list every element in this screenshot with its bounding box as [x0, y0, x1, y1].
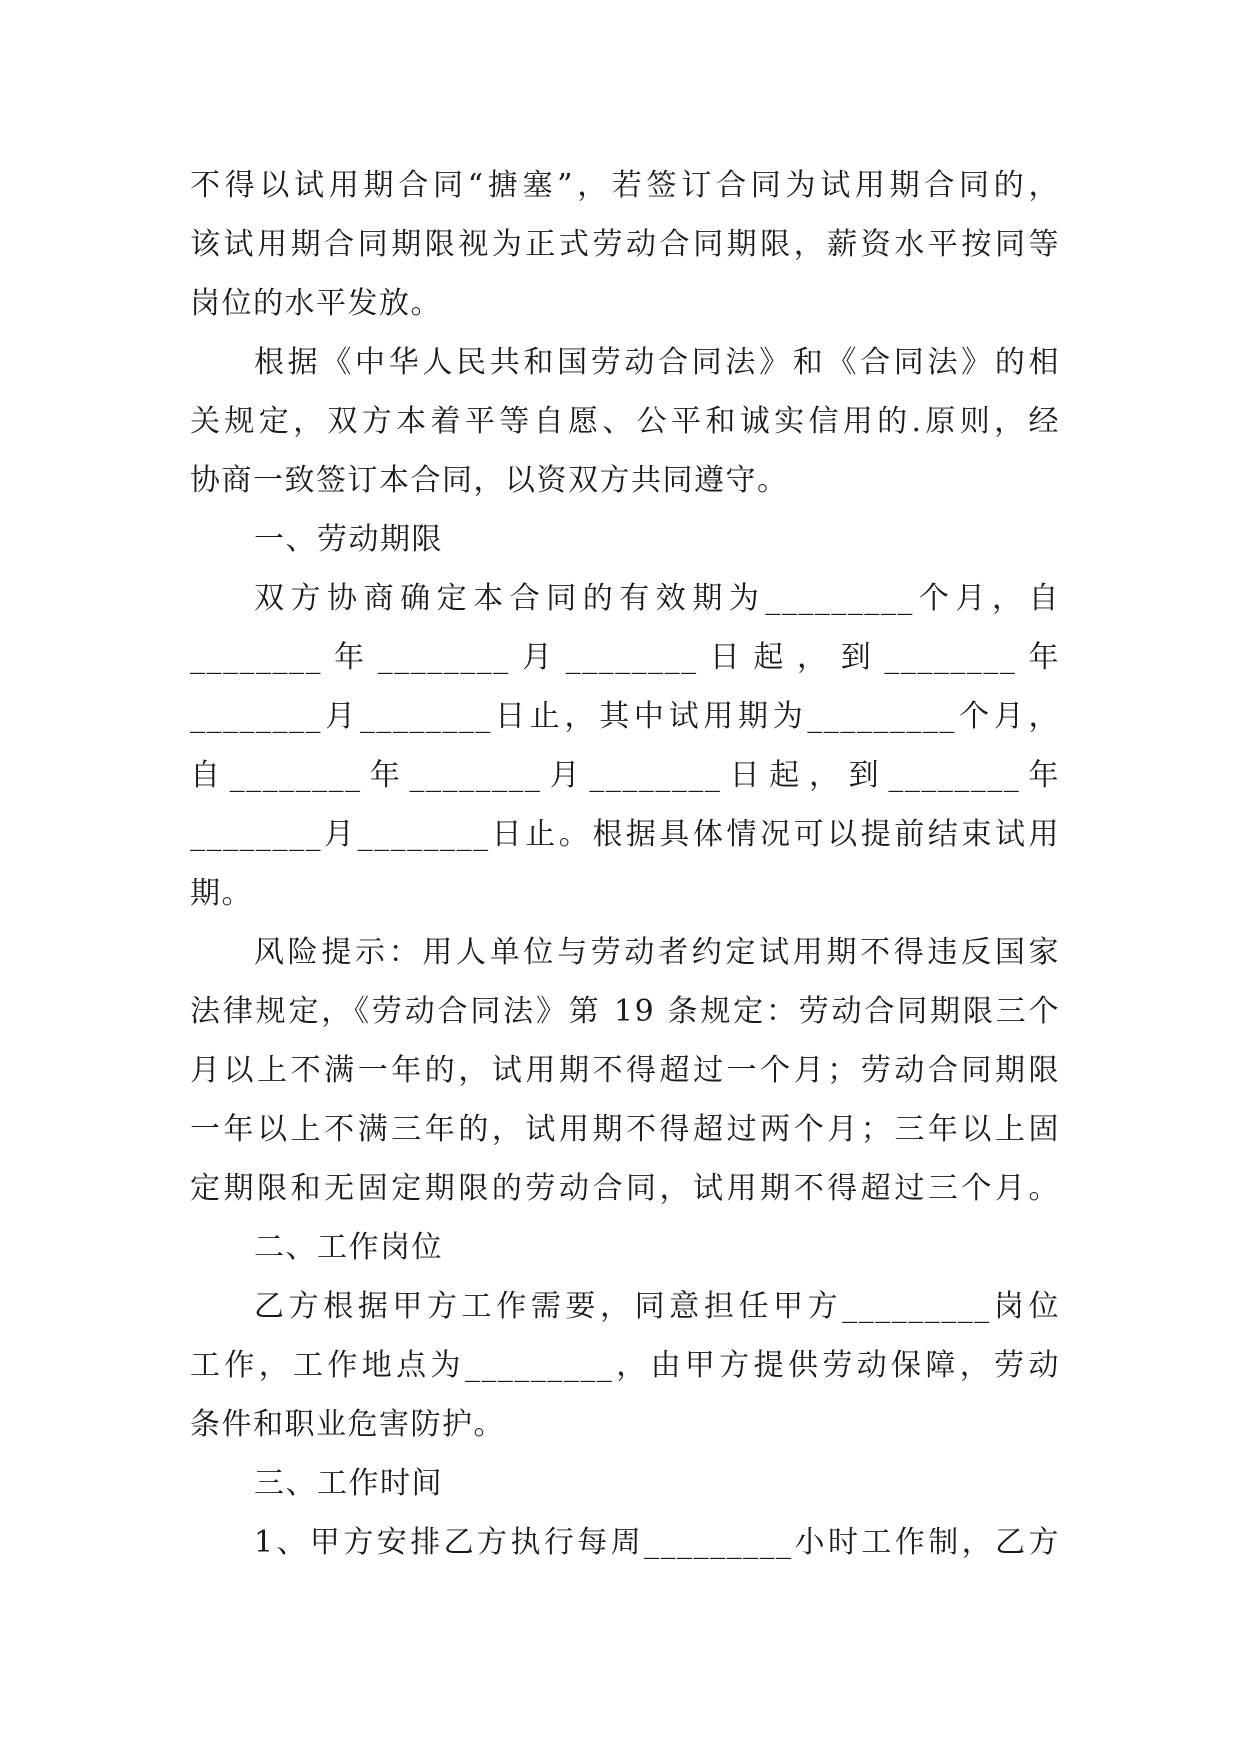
- text-line: 条件和职业危害防护。: [190, 1407, 505, 1442]
- text-line: 该试用期合同期限视为正式劳动合同期限，薪资水平按同等: [190, 227, 1060, 262]
- text-line: 岗位的水平发放。: [190, 286, 442, 321]
- text-line: 根据《中华人民共和国劳动合同法》和《合同法》的相: [254, 345, 1060, 380]
- text-line: 协商一致签订本合同，以资双方共同遵守。: [190, 463, 789, 498]
- text-line: 风险提示：用人单位与劳动者约定试用期不得违反国家: [254, 935, 1060, 970]
- text-line: 工作，工作地点为_________，由甲方提供劳动保障，劳动: [190, 1348, 1060, 1383]
- text-line: ________年________月________日起，到________年: [190, 640, 1060, 675]
- text-line: 一年以上不满三年的，试用期不得超过两个月；三年以上固: [190, 1112, 1060, 1147]
- text-line: ________月________日止，其中试用期为_________个月，: [190, 699, 1060, 734]
- section-heading: 二、工作岗位: [254, 1230, 443, 1265]
- section-heading: 三、工作时间: [254, 1466, 443, 1501]
- text-line: 1、甲方安排乙方执行每周_________小时工作制，乙方: [254, 1525, 1060, 1560]
- text-line: 双方协商确定本合同的有效期为_________个月，自: [254, 581, 1060, 616]
- text-line: 法律规定，《劳动合同法》第 19 条规定：劳动合同期限三个: [190, 994, 1060, 1029]
- text-line: 自________年________月________日起，到________年: [190, 758, 1060, 793]
- text-line: 定期限和无固定期限的劳动合同，试用期不得超过三个月。: [190, 1171, 1060, 1206]
- text-line: 期。: [190, 876, 253, 911]
- text-line: 不得以试用期合同“搪塞”，若签订合同为试用期合同的，: [190, 168, 1060, 203]
- section-heading: 一、劳动期限: [254, 522, 443, 557]
- text-line: 月以上不满一年的，试用期不得超过一个月；劳动合同期限: [190, 1053, 1060, 1088]
- text-line: 乙方根据甲方工作需要，同意担任甲方_________岗位: [254, 1289, 1060, 1324]
- text-line: ________月________日止。根据具体情况可以提前结束试用: [190, 817, 1060, 852]
- text-line: 关规定，双方本着平等自愿、公平和诚实信用的.原则，经: [190, 404, 1060, 439]
